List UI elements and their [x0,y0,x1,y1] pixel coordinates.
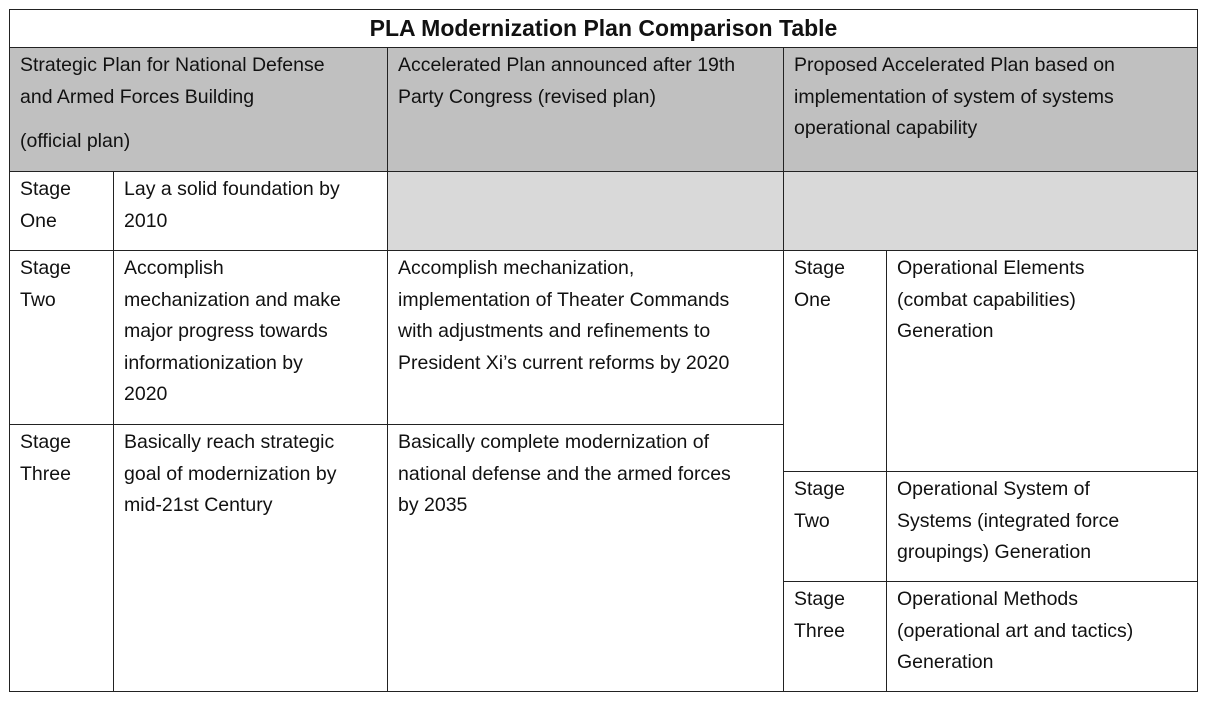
official-stage-two-text: Accomplish mechanization and make major progress towards informationization by 2020 [124,257,341,405]
header-official-plan-note: (official plan) [20,130,131,152]
official-stage-two-label: Stage Two [20,257,71,311]
header-accelerated-plan [387,47,784,172]
official-stage-one-text-cell [113,171,388,251]
official-stage-three-label: Stage Three [20,431,71,485]
accelerated-stage-2035-text: Basically complete modernization of national defense and the armed forces by 2035 [398,431,731,516]
official-stage-three-label-cell [9,424,114,692]
proposed-stage-two-label: Stage Two [794,478,845,532]
official-stage-one-text: Lay a solid foundation by 2010 [124,178,340,232]
header-proposed-plan [783,47,1198,172]
proposed-stage-three-label: Stage Three [794,588,845,642]
header-official-plan-label: Strategic Plan for National Defense and Armed Forces Building [20,54,325,108]
official-stage-three-text: Basically reach strategic goal of modernization by mid-21st Century [124,431,337,516]
accelerated-stage-2020-cell [387,250,784,425]
proposed-empty-cell [783,171,1198,251]
proposed-stage-two-text: Operational System of Systems (integrated force groupings) Generation [897,478,1120,563]
official-stage-two-text-cell [113,250,388,425]
proposed-stage-one-text-cell [886,250,1198,472]
header-proposed-plan-label: Proposed Accelerated Plan based on implementation of system of systems operational capability [794,54,1115,139]
accelerated-stage-2020-text: Accomplish mechanization, implementation of Theater Commands with adjustments and refinements to President Xi’s current reforms by 2020 [398,257,730,374]
header-official-plan [9,47,388,172]
proposed-stage-one-label: Stage One [794,257,845,311]
table-title: PLA Modernization Plan Comparison Table [9,9,1198,48]
official-stage-two-label-cell [9,250,114,425]
proposed-stage-three-text-cell [886,581,1198,692]
accelerated-empty-cell [387,171,784,251]
header-accelerated-plan-label: Accelerated Plan announced after 19th Party Congress (revised plan) [398,54,736,108]
proposed-stage-two-text-cell [886,471,1198,582]
proposed-stage-one-text: Operational Elements (combat capabilities) Generation [897,257,1085,342]
proposed-stage-three-text: Operational Methods (operational art and tactics) Generation [897,588,1134,673]
official-stage-one-label: Stage One [20,178,71,232]
official-stage-three-text-cell [113,424,388,692]
accelerated-stage-2035-cell [387,424,784,692]
proposed-stage-one-label-cell [783,250,887,472]
proposed-stage-three-label-cell [783,581,887,692]
official-stage-one-label-cell [9,171,114,251]
proposed-stage-two-label-cell [783,471,887,582]
